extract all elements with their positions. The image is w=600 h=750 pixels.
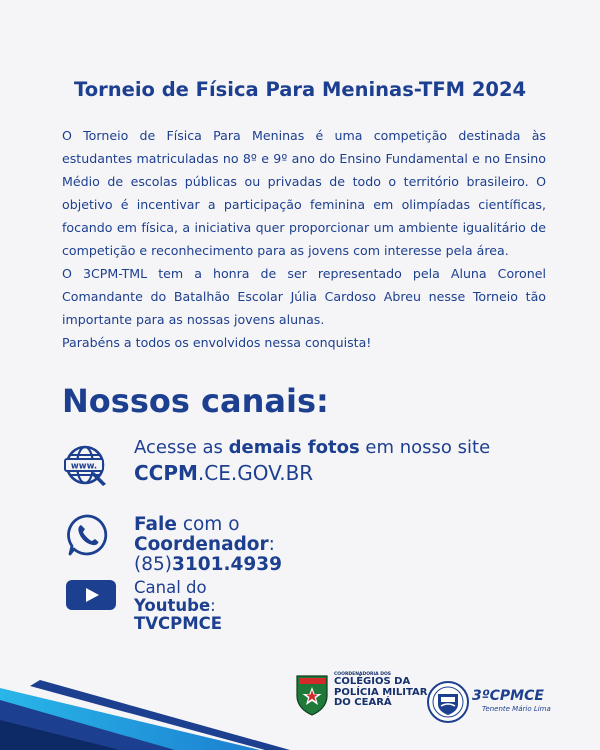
phone-number[interactable]: (85)3101.4939 (134, 554, 282, 575)
site-domain-rest: .CE.GOV.BR (197, 461, 314, 485)
paragraph-congrats: Parabéns a todos os envolvidos nessa conquista! (62, 335, 372, 350)
phone-contact: Fale com o Coordenador: (85)3101.4939 (134, 514, 282, 575)
site-link[interactable] (134, 461, 313, 485)
youtube-contact: Canal do Youtube: TVCPMCE (134, 578, 223, 633)
site-caption: Acesse as demais fotos em nosso site (134, 437, 491, 458)
channels-heading: Nossos canais: (62, 382, 329, 420)
youtube-handle[interactable]: TVCPMCE (134, 614, 223, 633)
pm-shield-logo (295, 672, 329, 716)
www-globe-icon (64, 444, 110, 490)
svg-text:www.: www. (70, 461, 98, 472)
whatsapp-phone-icon (66, 513, 110, 557)
unit-subtitle: Tenente Mário Lima (482, 705, 551, 713)
article-body (62, 124, 546, 354)
page-title: Torneio de Física Para Meninas-TFM 2024 (74, 78, 527, 101)
paragraph-representation: O 3CPM-TML tem a honra de ser representado pela Aluna Coronel Comandante do Batalhão Escolar Júlia Cardoso Abreu nesse Torneio tão importante para as nossas jovens alunas. (62, 266, 546, 327)
site-caption-bold: demais fotos (228, 437, 360, 458)
paragraph-intro: O Torneio de Física Para Meninas é uma competição destinada às estudantes matriculadas no 8º e 9º ano do Ensino Fundamental e no Ensino Médio de escolas públicas ou privadas de todo o território brasileiro. O objetivo é incentivar a participação feminina em olimpíadas científicas, focando em física, a iniciativa quer proporcionar um ambiente igualitário de competição e reconhecimento para as jovens com interesse pela área. (62, 128, 546, 258)
unit-name: 3ºCPMCE (472, 688, 544, 704)
youtube-icon (66, 580, 116, 610)
site-domain-bold: CCPM (134, 461, 198, 485)
unit-seal-logo (426, 680, 470, 724)
school-name: COORDENADORIA DOS COLÉGIOS DA POLÍCIA MILITAR DO CEARÁ (334, 672, 428, 708)
